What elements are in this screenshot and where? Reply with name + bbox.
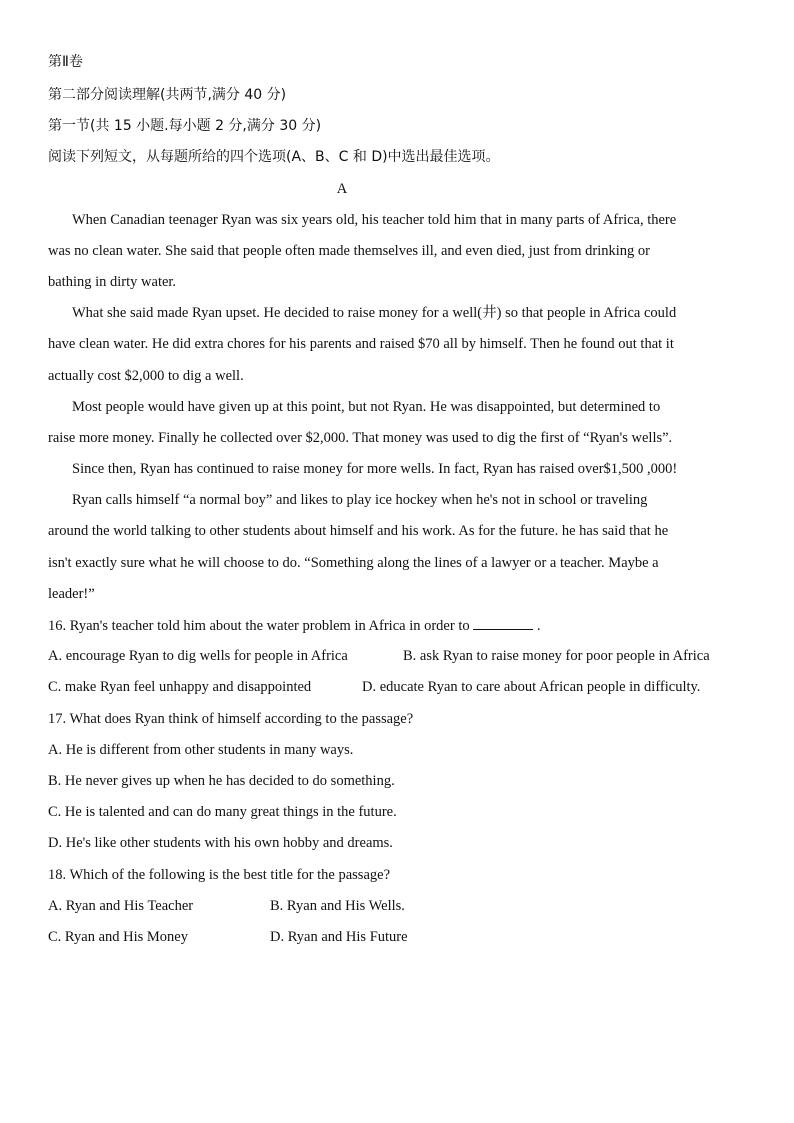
passage-line: have clean water. He did extra chores for his parents and raised $70 all by himself. Then he found out that it — [48, 336, 674, 352]
question-17-stem: 17. What does Ryan think of himself according to the passage? — [48, 711, 414, 727]
question-17-option-b: B. He never gives up when he has decided to do something. — [48, 773, 395, 789]
instruction-text: 阅读下列短文，从每题所给的四个选项(A、B、C 和 D)中选出最佳选项。 — [48, 149, 500, 165]
passage-line: actually cost $2,000 to dig a well. — [48, 368, 244, 384]
question-stem-text: 16. Ryan's teacher told him about the water problem in Africa in order to — [48, 618, 470, 634]
question-17-option-c: C. He is talented and can do many great things in the future. — [48, 804, 397, 820]
question-16-option-a: A. encourage Ryan to dig wells for people in Africa — [48, 648, 348, 664]
question-16-option-c: C. make Ryan feel unhappy and disappointed — [48, 679, 312, 695]
question-stem-end: . — [533, 618, 541, 634]
passage-line: isn't exactly sure what he will choose to do. “Something along the lines of a lawyer or a teacher. Maybe a — [48, 555, 659, 571]
passage-line: Since then, Ryan has continued to raise money for more wells. In fact, Ryan has raised over$1,500 ,000! — [72, 461, 678, 477]
question-18-option-d: D. Ryan and His Future — [270, 929, 408, 945]
question-18-option-b: B. Ryan and His Wells. — [270, 898, 405, 914]
passage-line: bathing in dirty water. — [48, 274, 177, 290]
question-16-option-d: D. educate Ryan to care about African people in difficulty. — [362, 679, 701, 695]
passage-line: around the world talking to other students about himself and his work. As for the future. he has said that he — [48, 523, 669, 539]
part-title: 第二部分阅读理解(共两节,满分 40 分) — [48, 87, 287, 103]
passage-label: A — [336, 181, 348, 197]
question-17-option-d: D. He's like other students with his own hobby and dreams. — [48, 835, 393, 851]
question-17-option-a: A. He is different from other students in many ways. — [48, 742, 354, 758]
passage-line: raise more money. Finally he collected over $2,000. That money was used to dig the first of “Ryan's wells”. — [48, 430, 673, 446]
passage-line: Most people would have given up at this point, but not Ryan. He was disappointed, but determined to — [72, 399, 661, 415]
question-16-stem — [48, 615, 540, 636]
question-16-option-b: B. ask Ryan to raise money for poor people in Africa — [403, 648, 710, 664]
question-18-option-c: C. Ryan and His Money — [48, 929, 188, 945]
passage-line: When Canadian teenager Ryan was six years old, his teacher told him that in many parts of Africa, there — [72, 212, 677, 228]
question-18-stem: 18. Which of the following is the best title for the passage? — [48, 867, 391, 883]
passage-line: What she said made Ryan upset. He decided to raise money for a well(井) so that people in Africa could — [72, 305, 677, 321]
section-title: 第一节(共 15 小题.每小题 2 分,满分 30 分) — [48, 118, 322, 134]
passage-line: Ryan calls himself “a normal boy” and likes to play ice hockey when he's not in school or traveling — [72, 492, 648, 508]
volume-title: 第Ⅱ卷 — [48, 54, 83, 70]
answer-blank — [473, 615, 533, 630]
passage-line: leader!” — [48, 586, 95, 602]
passage-line: was no clean water. She said that people often made themselves ill, and even died, just from drinking or — [48, 243, 650, 259]
question-18-option-a: A. Ryan and His Teacher — [48, 898, 194, 914]
